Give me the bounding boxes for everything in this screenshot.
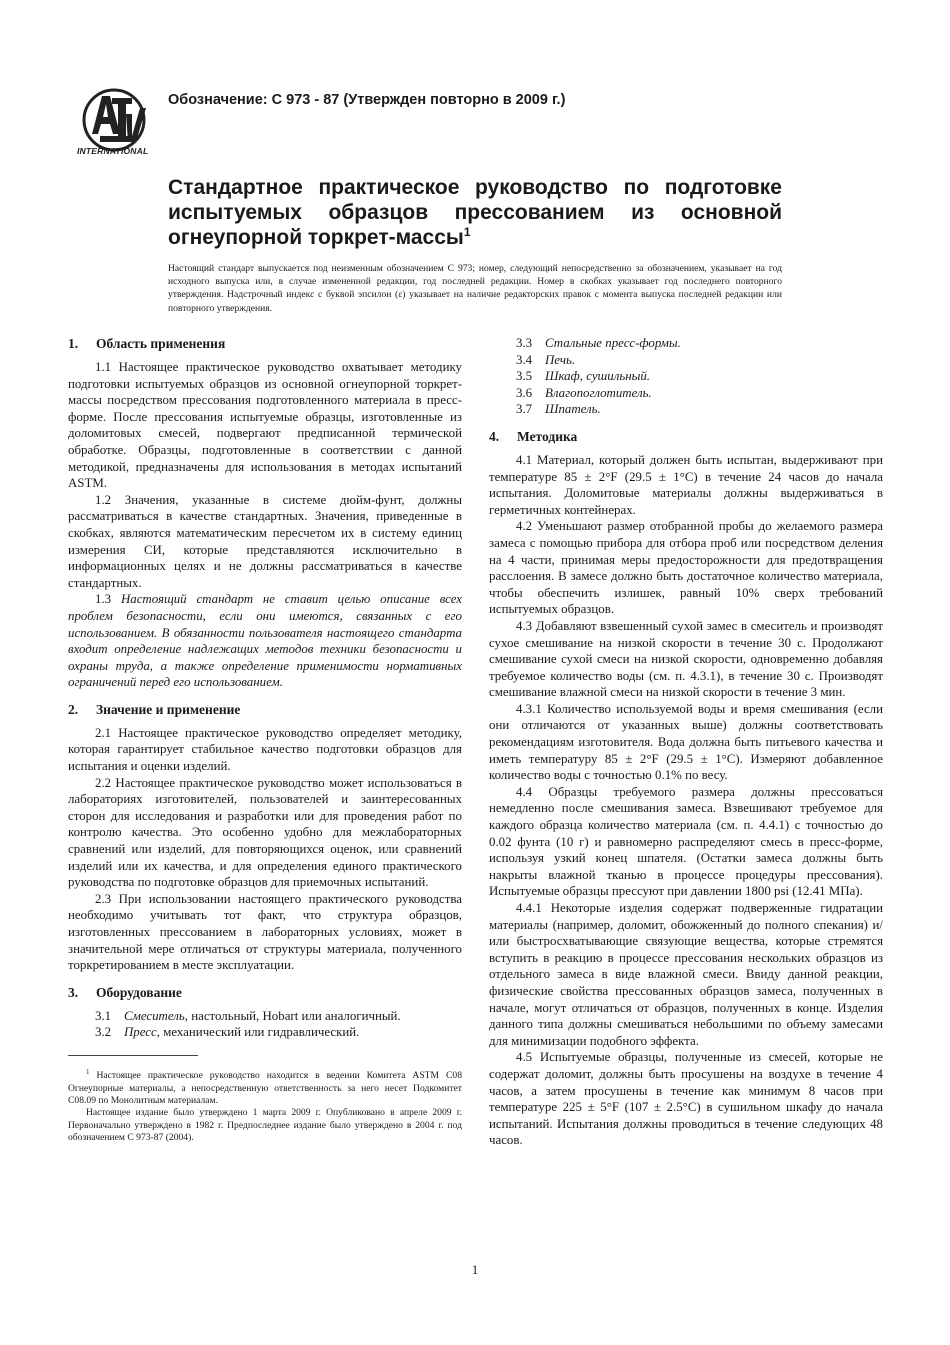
footnote-divider — [68, 1055, 198, 1056]
footnotes — [68, 1066, 462, 1145]
paragraph-4-4: 4.4 Образцы требуемого размера должны прессоваться немедленно после смешивания замеса. Взвешивают требуемое для каждого образца количество материала (см. п. 4.4.1) с точностью до 0.02 фунта (10 г) и равномерно распределяют смесь в пресс-форме, используя узкий конец шпателя. (Остатки замеса должны быть накрыты влажной тканью в процессе процедуры прессования). Испытуемые образцы прессуют при давлении 1800 psi (12.41 МПа). — [489, 784, 883, 899]
footnote-1: $^1$ Настоящее практическое руководство находится в ведении Комитета ASTM C08 Огнеупорные материалы, а непосредственную ответственность за него несет Подкомитет C08.09 по Монолитным материалам. — [68, 1067, 462, 1106]
standard-notice: Настоящий стандарт выпускается под неизменным обозначением C 973; номер, следующий непосредственно за обозначением, указывает на год исходного выпуска или, в случае измененной редакции, год последней редакции. Номер в скобках указывает год последнего повторного утверждения. Надстрочный индекс с буквой эпсилон (ε) указывает на наличие редакторских правок с момента выпуска последней редакции или повторного утверждения. — [168, 263, 782, 314]
paragraph-4-3: 4.3 Добавляют взвешенный сухой замес в смеситель и производят сухое смешивание на низкой скорости в течение 30 с. Продолжают смешивание сухой смеси на низкой скорости, одновременно добавляя требуемое количество воды (см. п. 4.3.1), в течение 30 с. Производят смешивание влажной смеси на низкой скорости в течение 3 мин. — [489, 618, 883, 700]
paragraph-2-3: 2.3 При использовании настоящего практического руководства необходимо учитывать тот факт, что структура образцов, изготовленных прессованием в лабораторных условиях, может в значительной мере отличаться от структуры материала, полученного торкретированием в месте эксплуатации. — [68, 891, 462, 973]
paragraph-4-3-1: 4.3.1 Количество используемой воды и время смешивания (если они отличаются от указанных выше) должны соответствовать рекомендациям изготовителя. Вода должна быть питьевого качества и иметь температуру 85 ± 2°F (29.5 ± 1°C). Измеряют добавленное количество воды с точностью 0.1% по весу. — [489, 701, 883, 783]
logo-subtext: INTERNATIONAL — [77, 146, 149, 156]
right-column — [489, 335, 883, 1149]
equipment-item: 3.6 Влагопоглотитель. — [516, 385, 652, 400]
page-number: 1 — [471, 1262, 479, 1277]
section-3-heading: 3. Оборудование — [68, 984, 182, 1000]
paragraph-2-1: 2.1 Настоящее практическое руководство определяет методику, которая гарантирует стабильное качество подготовки образцов для испытания и оценки изделий. — [68, 725, 462, 774]
title-text: Стандартное практическое руководство по подготовке испытуемых образцов прессованием из основной огнеупорной торкрет-массы — [168, 176, 782, 249]
paragraph-1-3: 1.3 Настоящий стандарт не ставит целью описание всех проблем безопасности, если они имеются, связанных с его использованием. В обязанности пользователя настоящего стандарта входит определение надлежащих методов техники безопасности и охраны труда, а также определение применимости нормативных ограничений перед его использованием. — [68, 592, 462, 690]
paragraph-2-2: 2.2 Настоящее практическое руководство может использоваться в лабораториях изготовителей, пользователей и заинтересованных сторон для исследования и разработки или для проведения работ по контролю качества. Это особенно удобно для межлабораторных сравнений или изделий, для повторяющихся оценок, или сравнений изделий или их качества, и для определения единого практического руководства по подготовке образцов для приемочных испытаний. — [68, 775, 462, 890]
title-footnote-mark: 1 — [463, 225, 471, 239]
page-title — [168, 175, 782, 250]
section-4-heading: 4. Методика — [489, 428, 578, 444]
paragraph-1-2: 1.2 Значения, указанные в системе дюйм-фунт, должны рассматриваться в качестве стандартных. Значения, приведенные в скобках, являются математическим пересчетом их в систему единиц измерения СИ, которые представляются исключительно в информационных целях и не должны рассматриваться в качестве стандартных. — [68, 492, 462, 590]
equipment-item: 3.1 Смеситель, настольный, Hobart или аналогичный. — [95, 1008, 401, 1023]
paragraph-4-2: 4.2 Уменьшают размер отобранной пробы до желаемого размера замеса с помощью прибора для отбора проб или посредством деления на 4 части, принимая меры предосторожности для предотвращения расслоения. В замесе должно быть достаточное количество материала, чтобы обеспечить излишек, равный 10% сверх требований испытуемых образцов. — [489, 519, 883, 617]
paragraph-4-5: 4.5 Испытуемые образцы, полученные из смесей, которые не содержат доломит, должны быть просушены на воздухе в течение 4 часов, а затем просушены в течение как минимум 8 часов при температуре 225 ± 5°F (107 ± 2.5°C) в сушильном шкафу до начала испытаний. Испытания должны проводиться в течение следующих 48 часов. — [489, 1050, 883, 1148]
equipment-item: 3.4 Печь. — [516, 352, 576, 367]
equipment-item: 3.3 Стальные пресс-формы. — [516, 336, 681, 350]
paragraph-4-1: 4.1 Материал, который должен быть испытан, выдерживают при температуре 85 ± 2°F (29.5 ± 1°C) в течение 24 часов до начала испытания. Доломитовые материалы должны выдерживаться в герметичных контейнерах. — [489, 452, 883, 517]
designation: Обозначение: C 973 - 87 (Утвержден повторно в 2009 г.) — [168, 92, 566, 108]
left-column — [68, 335, 462, 1145]
paragraph-4-4-1: 4.4.1 Некоторые изделия содержат подверженные гидратации материалы (например, доломит, обожженный до полного спекания) и/или быстросхватывающие связующие вещества, которые стремятся вступить в реакцию в процессе прессования нескольких образцов из отдельного замеса в виде влажной смеси. Ввиду данной реакции, физические свойства прессованных образцов замеса, полученных в начале, могут отличаться от образцов, полученных в конце. Изделия данного типа должны смешиваться небольшими по объему замесами для минимизации подобного эффекта. — [489, 901, 883, 1048]
section-2-heading: 2. Значение и применение — [68, 701, 241, 717]
section-1-heading: 1. Область применения — [68, 336, 226, 351]
equipment-item: 3.2 Пресс, механический или гидравлический. — [95, 1025, 360, 1040]
equipment-item: 3.5 Шкаф, сушильный. — [516, 369, 651, 384]
paragraph-1-1: 1.1 Настоящее практическое руководство охватывает методику подготовки испытуемых образцов из основной огнеупорной торкрет-массы посредством прессования подготовленного материала в пресс-форме. После прессования испытуемые образцы, изготовленные из доломитовых смесей, подвергают предписанной термической обработке. Образцы, подготовленные в соответствии с данной методикой, предназначены для использования в методах испытаний ASTM. — [68, 360, 462, 491]
footnote-2: Настоящее издание было утверждено 1 марта 2009 г. Опубликовано в апреле 2009 г. Первоначально утверждено в 1982 г. Предпоследнее издание было утверждено в 2004 г. под обозначением C 973-87 (2004). — [68, 1107, 462, 1144]
equipment-item: 3.7 Шпатель. — [516, 402, 601, 417]
